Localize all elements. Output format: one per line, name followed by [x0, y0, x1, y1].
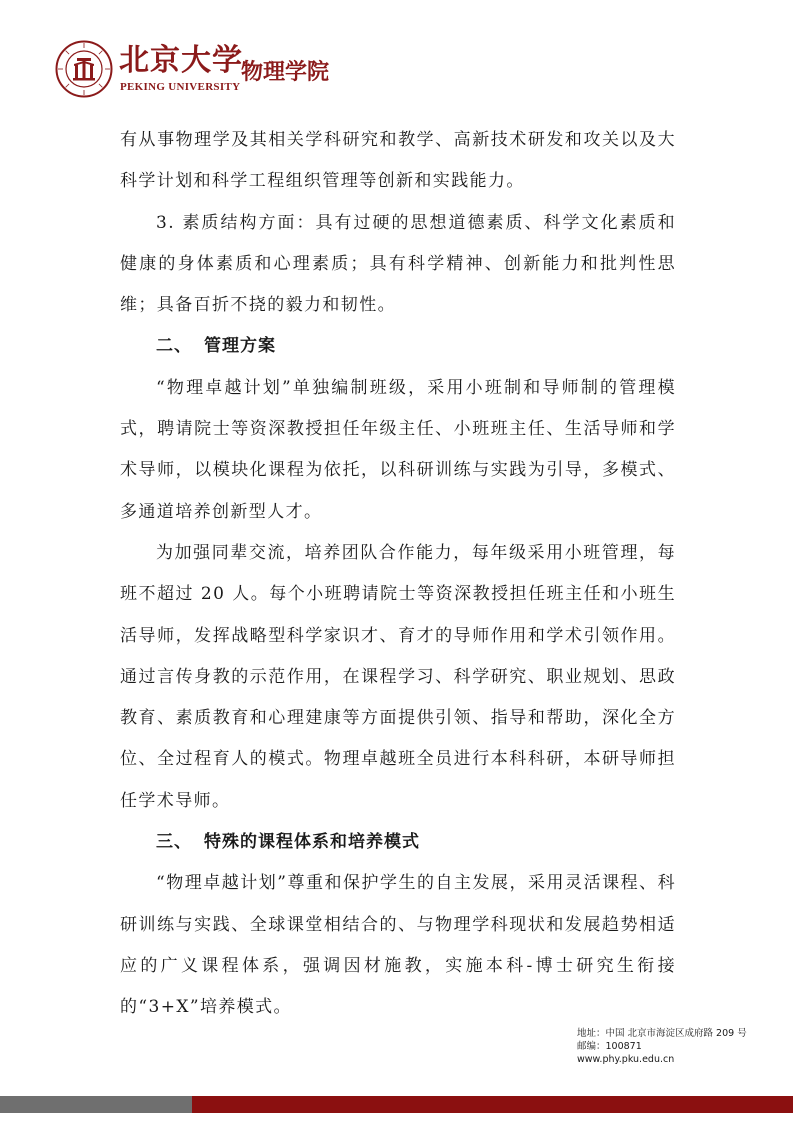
- document-body: [120, 120, 676, 1029]
- section-title: 管理方案: [204, 336, 276, 357]
- footer-bar-gray: [0, 1096, 192, 1113]
- section-title: 特殊的课程体系和培养模式: [204, 832, 420, 853]
- footer-website[interactable]: www.phy.pku.edu.cn: [577, 1054, 675, 1065]
- paragraph: “物理卓越计划”单独编制班级，采用小班制和导师制的管理模式，聘请院士等资深教授担任年级主任、小班班主任、生活导师和学术导师，以模块化课程为依托，以科研训练与实践为引导，多模式、多通道培养创新型人才。: [120, 377, 676, 522]
- pku-seal-logo: [55, 40, 113, 98]
- footer-contact: [577, 1027, 747, 1066]
- school-name: 物理学院: [241, 60, 330, 85]
- logo-chinese-name: 北京大学: [119, 43, 243, 78]
- section-heading-management: [120, 326, 676, 367]
- section-number: 二、: [156, 336, 192, 357]
- section-number: 三、: [156, 832, 192, 853]
- page-header: [55, 40, 455, 100]
- section-heading-curriculum: [120, 822, 676, 863]
- paragraph: 为加强同辈交流，培养团队合作能力，每年级采用小班管理，每班不超过 20 人。每个小班聘请院士等资深教授担任班主任和小班生活导师，发挥战略型科学家识才、育才的导师作用和学术引领作用。通过言传身教的示范作用，在课程学习、科学研究、职业规划、思政教育、素质教育和心理建康等方面提供引领、指导和帮助，深化全方位、全过程育人的模式。物理卓越班全员进行本科科研，本研导师担任学术导师。: [120, 542, 676, 811]
- paragraph: 有从事物理学及其相关学科研究和教学、高新技术研发和攻关以及大科学计划和科学工程组织管理等创新和实践能力。: [120, 130, 676, 192]
- footer-bar-red: [192, 1096, 793, 1113]
- paragraph-quality-structure: 3. 素质结构方面：具有过硬的思想道德素质、科学文化素质和健康的身体素质和心理素质；具有科学精神、创新能力和批判性思维；具备百折不挠的毅力和韧性。: [120, 212, 676, 316]
- footer-postcode: 邮编：100871: [577, 1041, 642, 1052]
- logo-english-name: PEKING UNIVERSITY: [120, 81, 241, 93]
- footer-address: 地址：中国 北京市海淀区成府路 209 号: [577, 1028, 747, 1039]
- paragraph: “物理卓越计划”尊重和保护学生的自主发展，采用灵活课程、科研训练与实践、全球课堂相结合的、与物理学科现状和发展趋势相适应的广义课程体系，强调因材施教，实施本科-博士研究生衔接的“3+X”培养模式。: [120, 873, 676, 1018]
